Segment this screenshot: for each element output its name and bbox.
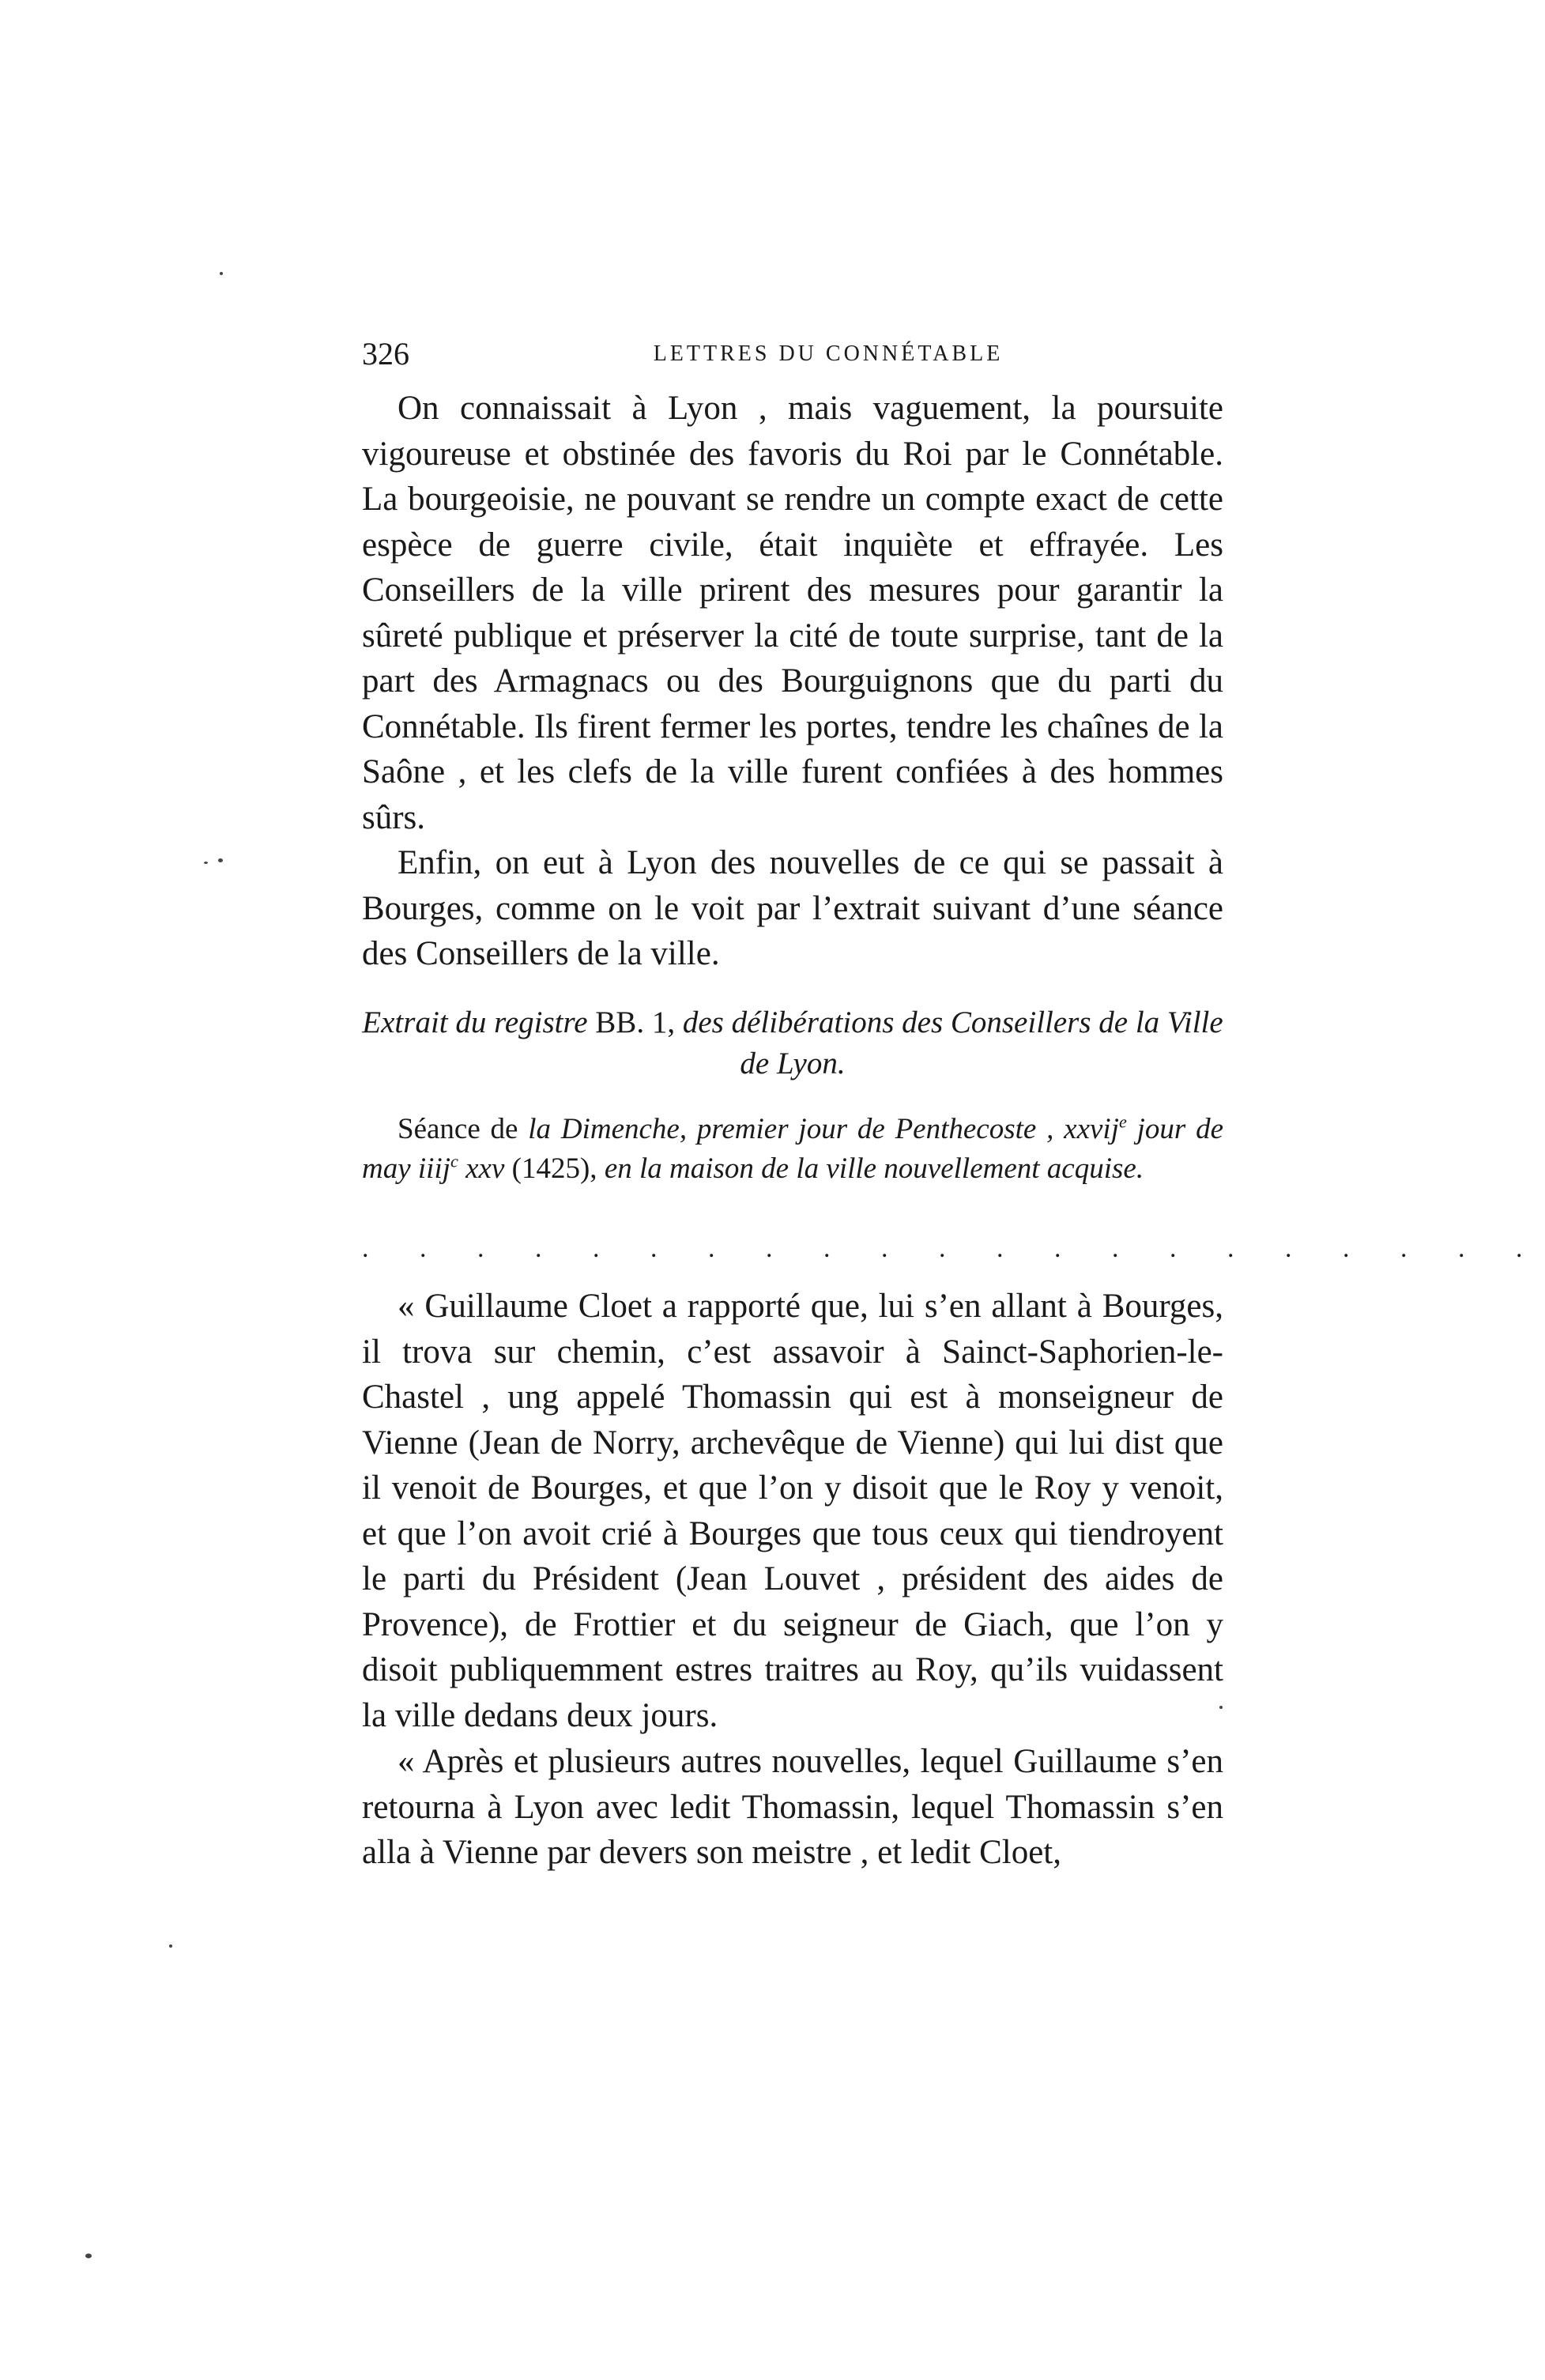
ellipsis-divider: . . . . . . . . . . . . . . . . . . . . . [362,1234,1545,1263]
seance-year: (1425), [511,1152,597,1185]
seance-heading [362,1110,1223,1189]
quote-text: « Après et plusieurs autres nouvelles, lequel Guillaume s’en retourna à Lyon avec ledit Thomassin, lequel Thomassin s’en alla à Vienne par devers son meistre , et ledit Cloet, [362,1743,1223,1871]
scan-speck [220,272,223,275]
quote-paragraph-2 [362,1739,1223,1876]
body-paragraph-1 [362,386,1223,840]
body-paragraph-2 [362,840,1223,977]
seance-place: en la maison de la ville nouvellement acquise. [604,1152,1144,1185]
page-number: 326 [362,336,409,372]
scan-speck [85,2254,92,2258]
paragraph-text: Enfin, on eut à Lyon des nouvelles de ce qui se passait à Bourges, comme on le voit par l’extrait suivant d’une séance des Conseillers de la ville. [362,844,1223,972]
seance-year-roman: xxv [465,1152,505,1185]
scan-speck [204,862,208,864]
extract-heading [362,1002,1223,1084]
seance-date: la Dimenche, premier jour de Penthecoste , xxvij [528,1113,1119,1145]
page-header [362,330,1223,378]
paragraph-text: On connaissait à Lyon , mais vaguement, la poursuite vigoureuse et obstinée des favoris du Roi par le Connétable. La bourgeoisie, ne pouvant se rendre un compte exact de cette espèce de guerre civile, était inquiète et effrayée. Les Conseillers de la ville prirent des mesures pour garantir la sûreté publique et préserver la cité de toute surprise, tant de la part des Armagnacs ou des Bourguignons que du parti du Connétable. Ils firent fermer les portes, tendre les chaînes de la Saône , et les clefs de la ville furent confiées à des hommes sûrs. [362,390,1223,836]
scan-speck [1219,1706,1223,1709]
scan-speck [169,1944,172,1948]
scan-speck [218,858,223,862]
running-title: LETTRES DU CONNÉTABLE [653,341,1004,366]
seance-intro: Séance de [398,1113,518,1145]
seance-date-sup: e [1118,1111,1127,1132]
quote-text: « Guillaume Cloet a rapporté que, lui s’en allant à Bourges, il trova sur chemin, c’est assavoir à Sainct-Saphorien-le-Chastel , ung appelé Thomassin qui est à monseigneur de Vienne (Jean de Norry, archevêque de Vienne) qui lui dist que il venoit de Bourges, et que l’on y disoit que le Roy y venoit, et que l’on avoit crié à Bourges que tous ceux qui tiendroyent le parti du Président (Jean Louvet , président des aides de Provence), de Frottier et du seigneur de Giach, que l’on y disoit publiquemment estres traitres au Roy, qu’ils vuidassent la ville dedans deux jours. [362,1288,1223,1734]
extract-title-part2: des délibérations des Conseillers de la Ville de Lyon. [682,1005,1223,1081]
extract-title-part1: Extrait du registre [362,1005,588,1039]
seance-month: jour de may iiij [362,1113,1224,1185]
extract-register-ref: BB. 1, [595,1005,676,1039]
quote-paragraph-1 [362,1284,1223,1738]
seance-month-sup: c [450,1151,458,1171]
